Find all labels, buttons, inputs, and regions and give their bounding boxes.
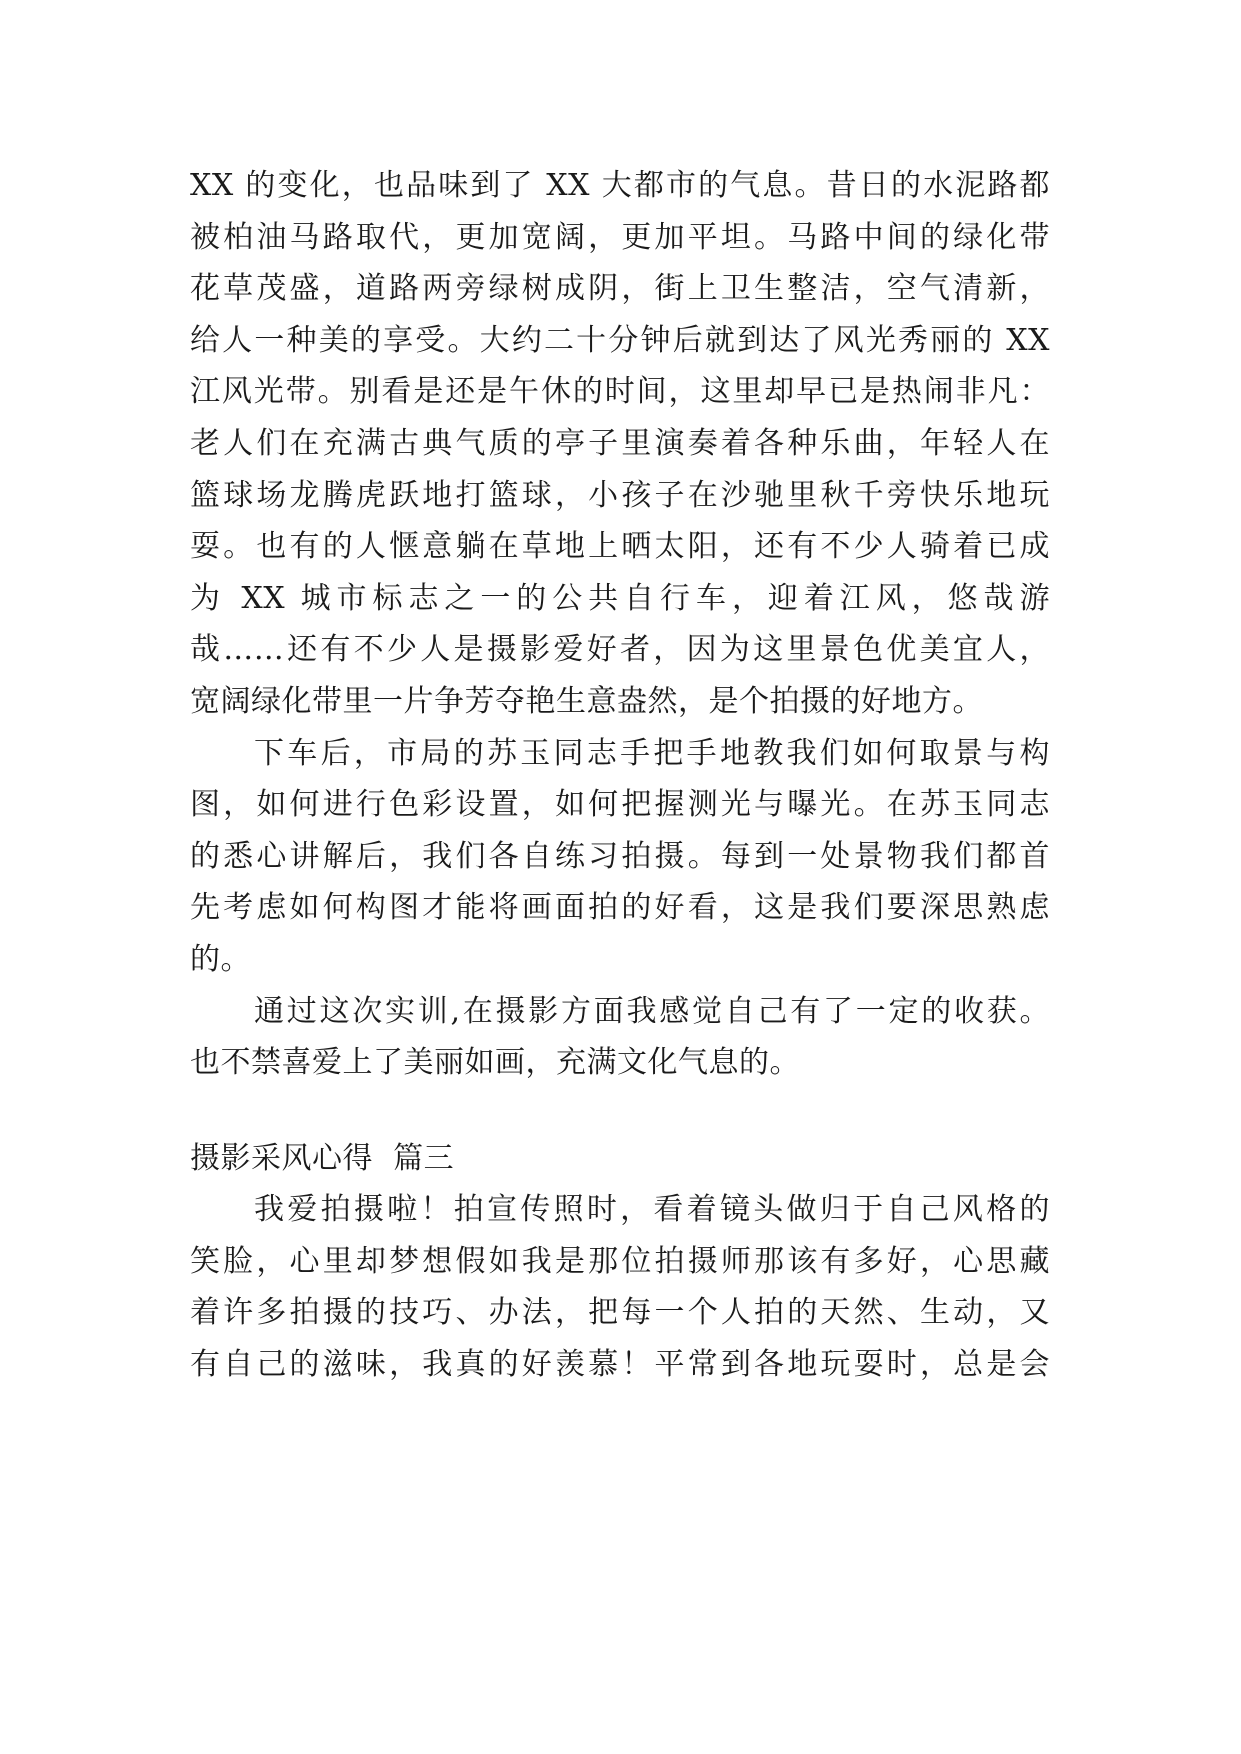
section-gap xyxy=(190,1089,1050,1133)
text-line: 给人一种美的享受。大约二十分钟后就到达了风光秀丽的 XX xyxy=(190,322,1050,358)
text-line: 江风光带。别看是还是午休的时间，这里却早已是热闹非凡： xyxy=(190,374,1050,410)
text-line: 先考虑如何构图才能将画面拍的好看，这是我们要深思熟虑 xyxy=(190,890,1050,926)
text-line: 的悉心讲解后，我们各自练习拍摄。每到一处景物我们都首 xyxy=(190,838,1050,874)
text-line: 篮球场龙腾虎跃地打篮球，小孩子在沙驰里秋千旁快乐地玩 xyxy=(190,477,1050,513)
text-line: 花草茂盛，道路两旁绿树成阴，街上卫生整洁，空气清新， xyxy=(190,271,1050,307)
text-line: 着许多拍摄的技巧、办法，把每一个人拍的天然、生动，又 xyxy=(190,1295,1050,1331)
section-heading: 摄影采风心得 篇三 xyxy=(190,1140,455,1176)
text-line: 下车后，市局的苏玉同志手把手地教我们如何取景与构 xyxy=(254,735,1050,771)
text-line: 耍。也有的人惬意躺在草地上晒太阳，还有不少人骑着已成 xyxy=(190,529,1050,565)
paragraph-4 xyxy=(190,1184,1050,1390)
text-line: 老人们在充满古典气质的亭子里演奏着各种乐曲，年轻人在 xyxy=(190,425,1050,461)
text-line: XX 的变化，也品味到了 XX 大都市的气息。昔日的水泥路都 xyxy=(190,168,1050,203)
paragraph-3 xyxy=(190,986,1050,1089)
text-line: 通过这次实训,在摄影方面我感觉自己有了一定的收获。 xyxy=(254,993,1050,1029)
text-line: 我爱拍摄啦！拍宣传照时，看着镜头做归于自己风格的 xyxy=(254,1192,1050,1228)
text-line: 哉……还有不少人是摄影爱好者，因为这里景色优美宜人， xyxy=(190,632,1050,668)
text-line: 也不禁喜爱上了美丽如画，充满文化气息的。 xyxy=(190,1045,800,1081)
text-line: 被柏油马路取代，更加宽阔，更加平坦。马路中间的绿化带 xyxy=(190,219,1050,255)
text-line: 有自己的滋味，我真的好羡慕！平常到各地玩耍时，总是会 xyxy=(190,1347,1050,1383)
paragraph-1 xyxy=(190,160,1050,728)
text-line: 为 XX 城市标志之一的公共自行车，迎着江风，悠哉游 xyxy=(190,580,1050,616)
text-line: 的。 xyxy=(190,941,251,977)
text-line: 笑脸，心里却梦想假如我是那位拍摄师那该有多好，心思藏 xyxy=(190,1243,1050,1279)
paragraph-2 xyxy=(190,728,1050,986)
document-page xyxy=(190,160,1050,1391)
text-line: 图，如何进行色彩设置，如何把握测光与曝光。在苏玉同志 xyxy=(190,787,1050,823)
text-line: 宽阔绿化带里一片争芳夺艳生意盎然，是个拍摄的好地方。 xyxy=(190,683,983,719)
